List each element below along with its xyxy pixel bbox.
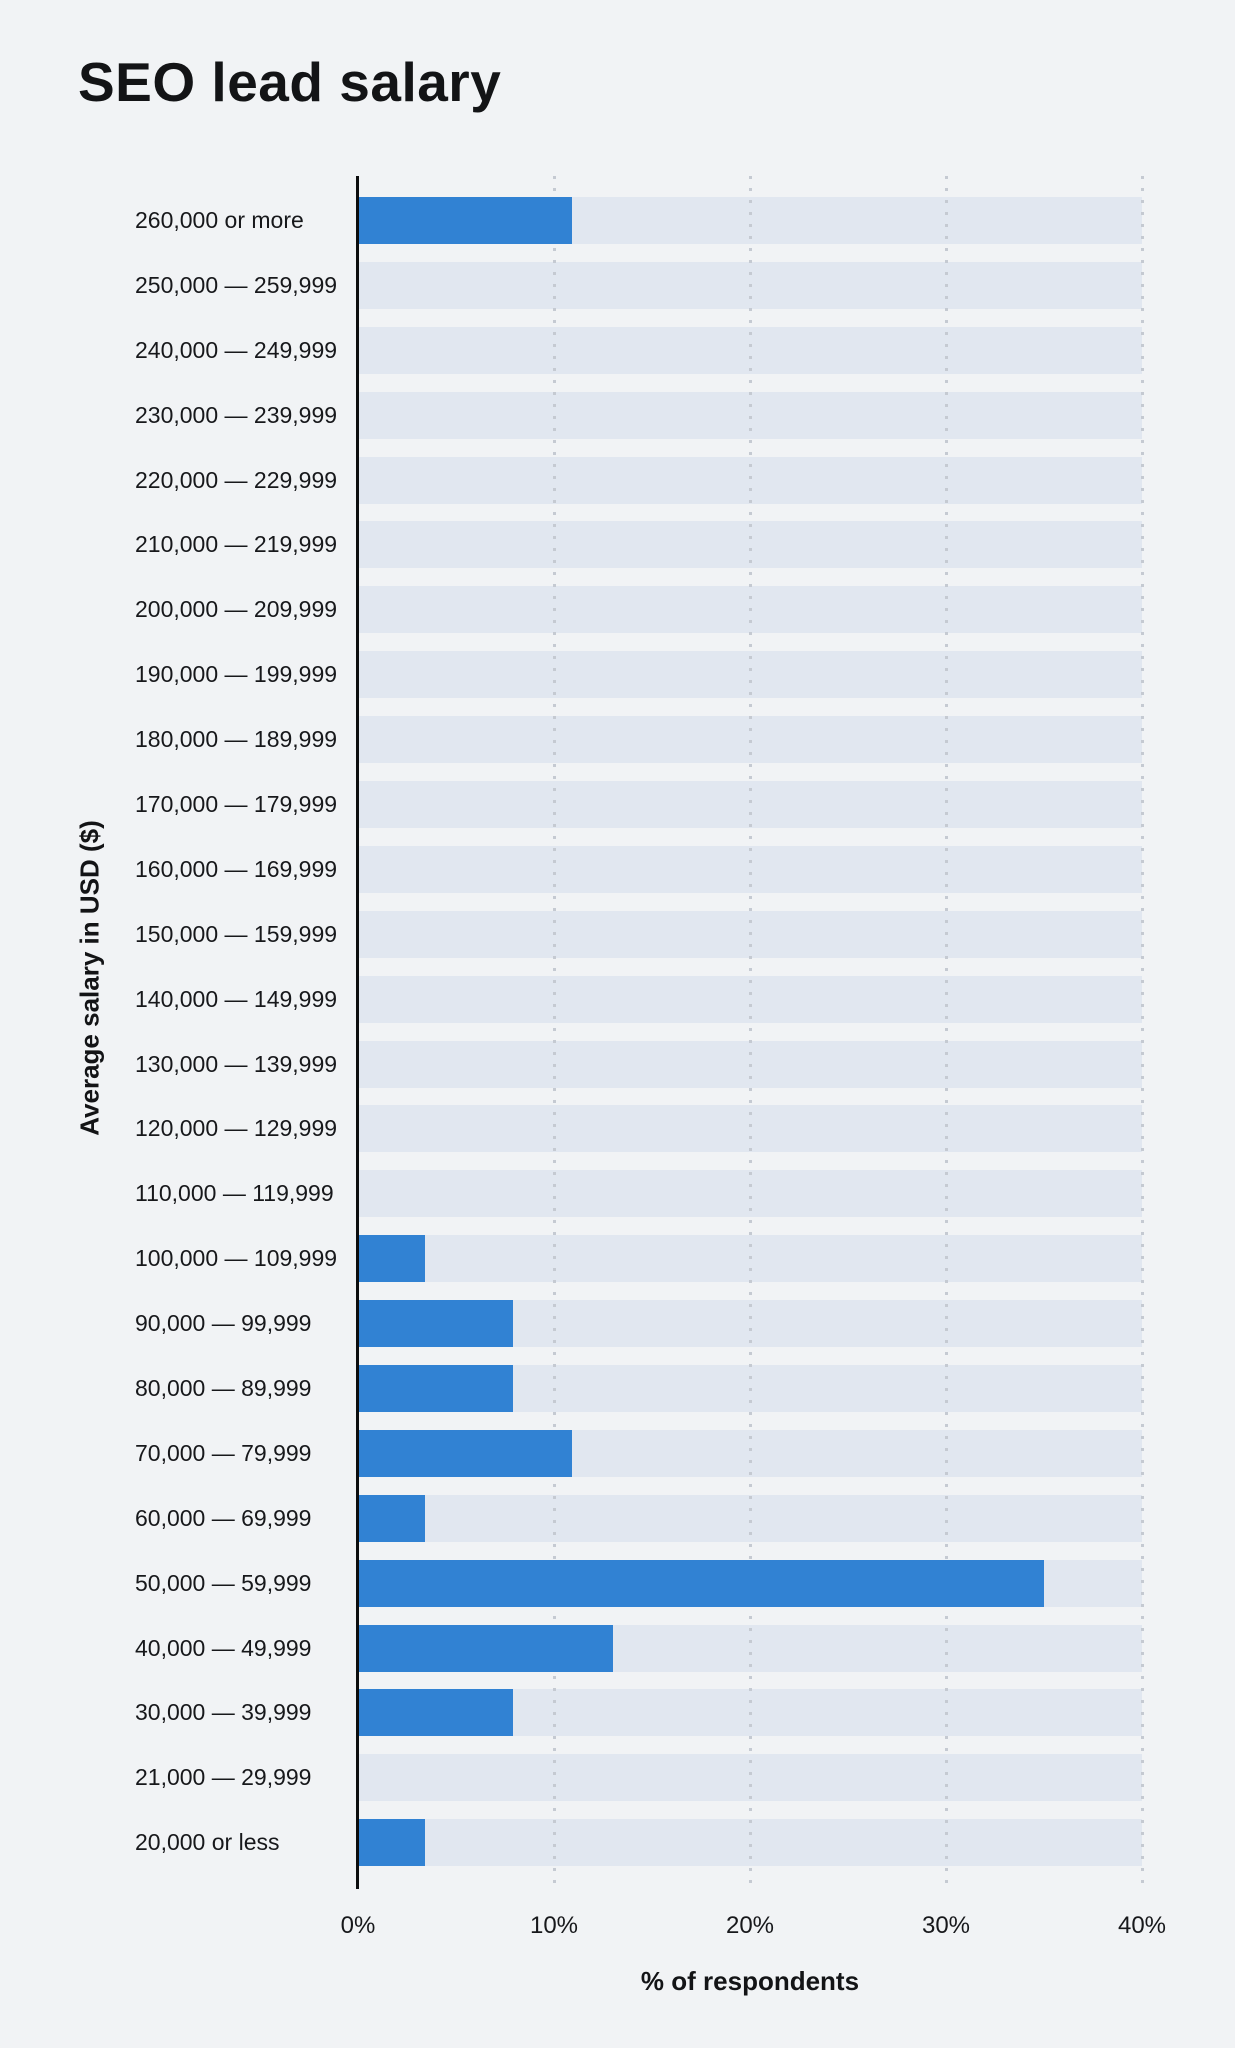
chart-row (0, 967, 1235, 1032)
x-tick-label: 40% (1117, 1912, 1167, 1939)
chart-row (0, 1226, 1235, 1291)
chart-row (0, 1551, 1235, 1616)
bar-track (358, 1495, 1142, 1542)
bar-track (358, 1689, 1142, 1736)
chart-row (0, 707, 1235, 772)
chart-row (0, 1810, 1235, 1875)
bar-track (358, 1041, 1142, 1088)
bar-track (358, 1235, 1142, 1282)
chart-row (0, 1356, 1235, 1421)
bar-track (358, 911, 1142, 958)
bar-track (358, 651, 1142, 698)
bar-track (358, 781, 1142, 828)
bar-track (358, 1105, 1142, 1152)
chart-row (0, 577, 1235, 642)
x-tick-label: 0% (340, 1912, 376, 1939)
category-label: 90,000 — 99,999 (135, 1310, 312, 1337)
chart-row (0, 837, 1235, 902)
chart-title: SEO lead salary (78, 51, 502, 113)
category-label: 260,000 or more (135, 206, 304, 233)
bar-track (358, 1430, 1142, 1477)
bar-track (358, 586, 1142, 633)
chart-row (0, 1745, 1235, 1810)
bar-track (358, 976, 1142, 1023)
chart-row (0, 1032, 1235, 1097)
x-axis-title: % of respondents (640, 1966, 860, 1996)
category-label: 190,000 — 199,999 (135, 661, 338, 688)
category-label: 220,000 — 229,999 (135, 466, 338, 493)
category-label: 21,000 — 29,999 (135, 1764, 312, 1791)
category-label: 200,000 — 209,999 (135, 596, 338, 623)
chart-row (0, 772, 1235, 837)
bar-track (358, 521, 1142, 568)
category-label: 80,000 — 89,999 (135, 1374, 312, 1401)
bar (358, 1365, 513, 1412)
bar (358, 1689, 513, 1736)
chart-row (0, 1421, 1235, 1486)
chart-row (0, 1680, 1235, 1745)
chart-row (0, 1486, 1235, 1551)
chart-row (0, 318, 1235, 383)
chart-row (0, 1161, 1235, 1226)
bar (358, 1625, 613, 1672)
y-axis-title: Average salary in USD ($) (74, 820, 105, 1136)
bar-track (358, 1300, 1142, 1347)
bar (358, 1235, 425, 1282)
bar (358, 1819, 425, 1866)
chart-row (0, 448, 1235, 513)
category-label: 130,000 — 139,999 (135, 1050, 338, 1077)
bar-track (358, 1625, 1142, 1672)
x-axis-ticks (340, 1912, 1167, 1944)
bar-track (358, 197, 1142, 244)
bar-track (358, 392, 1142, 439)
bar (358, 1560, 1044, 1607)
chart-row (0, 253, 1235, 318)
chart-row (0, 1291, 1235, 1356)
bar-track (358, 1365, 1142, 1412)
category-label: 20,000 or less (135, 1829, 280, 1856)
category-label: 70,000 — 79,999 (135, 1439, 312, 1466)
x-tick-label: 30% (921, 1912, 971, 1939)
category-label: 110,000 — 119,999 (135, 1180, 334, 1207)
bar (358, 1430, 572, 1477)
category-label: 210,000 — 219,999 (135, 531, 338, 558)
chart-row (0, 902, 1235, 967)
category-label: 100,000 — 109,999 (135, 1245, 338, 1272)
category-label: 140,000 — 149,999 (135, 985, 338, 1012)
bar-track (358, 716, 1142, 763)
chart-row (0, 1616, 1235, 1681)
category-label: 170,000 — 179,999 (135, 790, 338, 817)
y-axis-line (356, 176, 359, 1889)
bar-track (358, 1560, 1142, 1607)
category-label: 60,000 — 69,999 (135, 1504, 312, 1531)
category-label: 120,000 — 129,999 (135, 1115, 338, 1142)
x-tick-label: 10% (529, 1912, 579, 1939)
bar-track (358, 1170, 1142, 1217)
bar-rows (0, 188, 1235, 1875)
chart-row (0, 188, 1235, 253)
chart-row (0, 383, 1235, 448)
chart-row (0, 512, 1235, 577)
bar-track (358, 1819, 1142, 1866)
category-label: 160,000 — 169,999 (135, 855, 338, 882)
chart-row (0, 1096, 1235, 1161)
bar-track (358, 262, 1142, 309)
bar-track (358, 846, 1142, 893)
bar-track (358, 457, 1142, 504)
bar-track (358, 327, 1142, 374)
category-label: 180,000 — 189,999 (135, 726, 338, 753)
category-label: 150,000 — 159,999 (135, 920, 338, 947)
chart-row (0, 642, 1235, 707)
category-label: 40,000 — 49,999 (135, 1634, 312, 1661)
category-label: 250,000 — 259,999 (135, 271, 338, 298)
bar (358, 1300, 513, 1347)
bar (358, 1495, 425, 1542)
bar (358, 197, 572, 244)
category-label: 230,000 — 239,999 (135, 401, 338, 428)
x-tick-label: 20% (725, 1912, 775, 1939)
category-label: 240,000 — 249,999 (135, 336, 338, 363)
bar-track (358, 1754, 1142, 1801)
category-label: 50,000 — 59,999 (135, 1569, 312, 1596)
category-label: 30,000 — 39,999 (135, 1699, 312, 1726)
